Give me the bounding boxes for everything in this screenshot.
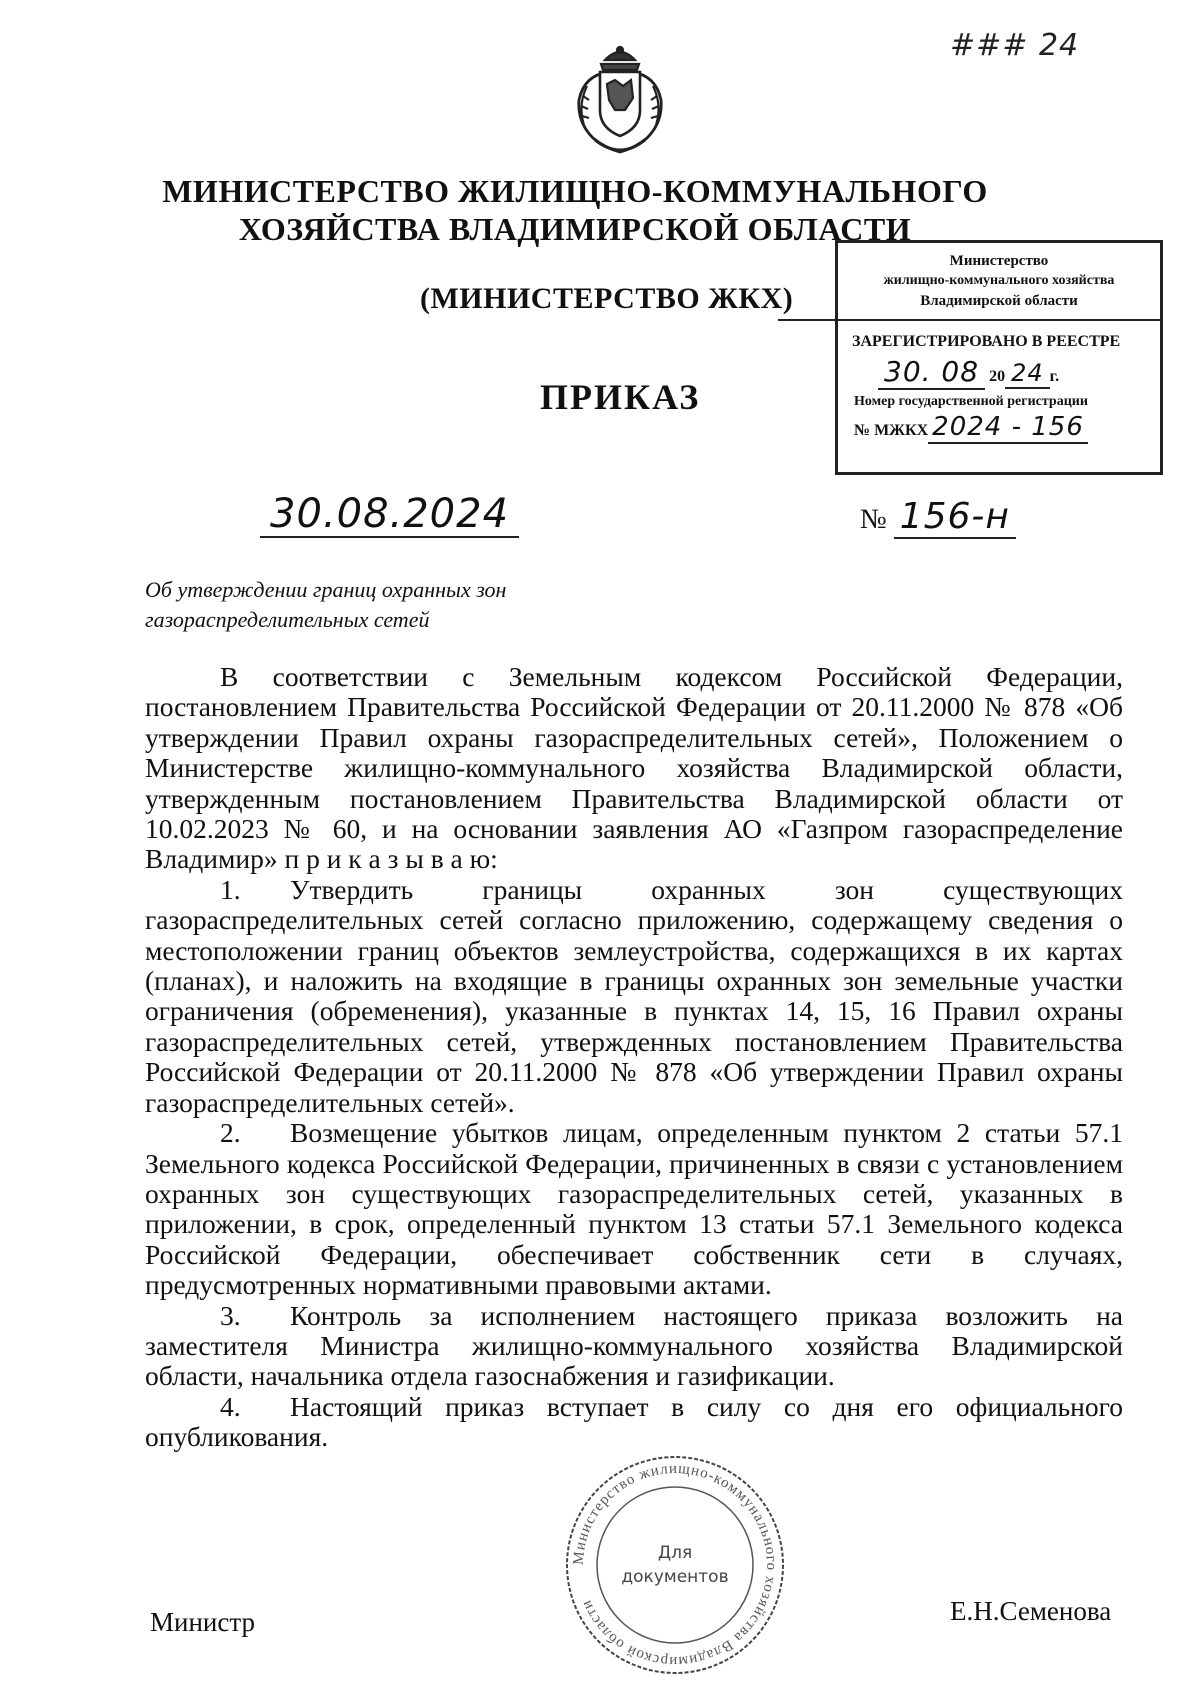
order-item-2-text: Возмещение убытков лицам, определенным пунктом 2 статьи 57.1 Земельного кодекса Российской Федерации, причиненных в связи с установлением охранных зон существующих газораспределительных сетей, указанных в приложении, в срок, определенный пунктом 13 статьи 57.1 Земельного кодекса Российской Федерации, обеспечивает собственник сети в случаях, предусмотренных нормативными правовыми актами. [145, 1117, 1123, 1301]
ministry-title-line2: ХОЗЯЙСТВА ВЛАДИМИРСКОЙ ОБЛАСТИ [238, 211, 912, 247]
order-item-4-text: Настоящий приказ вступает в силу со дня его официального опубликования. [145, 1390, 1123, 1453]
registration-number-prefix: № МЖКХ [854, 422, 929, 439]
ministry-title-line1: МИНИСТЕРСТВО ЖИЛИЩНО-КОММУНАЛЬНОГО [162, 173, 988, 209]
round-seal-ring-text: Министерство жилищно-коммунального хозяйства Владимирской области [570, 1460, 780, 1670]
order-subject-line2: газораспределительных сетей [145, 607, 430, 632]
order-item-4 [145, 1392, 1123, 1453]
registration-stamp-org [838, 243, 1160, 319]
round-seal-center-line1: Для [657, 1543, 693, 1563]
document-type-title: ПРИКАЗ [540, 377, 701, 417]
reg-org-line3: Владимирской области [920, 293, 1078, 309]
signatory-name: Е.Н.Семенова [950, 1596, 1112, 1626]
order-item-2 [145, 1118, 1123, 1300]
round-seal-stamp [560, 1450, 790, 1680]
ministry-short-name: (МИНИСТЕРСТВО ЖКХ) [420, 282, 794, 315]
order-item-3-text: Контроль за исполнением настоящего приказа возложить на заместителя Министра жилищно-коммунального хозяйства Владимирской области, начальника отдела газоснабжения и газификации. [145, 1299, 1123, 1392]
order-item-1 [145, 875, 1123, 1118]
registration-year-handwritten: 24 [1005, 359, 1050, 389]
order-date-handwritten: 30.08.2024 [260, 492, 519, 538]
registration-status: ЗАРЕГИСТРИРОВАНО В РЕЕСТРЕ [852, 333, 1121, 350]
registration-number-label: Номер государственной регистрации [854, 394, 1088, 409]
order-subject [145, 575, 506, 635]
order-number-prefix: № [860, 504, 887, 535]
order-item-3 [145, 1301, 1123, 1392]
reg-org-line2: жилищно-коммунального хозяйства [883, 273, 1115, 288]
round-seal-center-line2: документов [621, 1567, 729, 1587]
order-number-handwritten: 156-н [894, 496, 1016, 539]
order-item-1-text: Утвердить границы охранных зон существующих газораспределительных сетей согласно приложению, содержащему сведения о местоположении границ объектов землеустройства, содержащихся в их картах (планах), и наложить на входящие в границы охранных зон земельные участки ограничения (обременения), указанные в пунктах 14, 15, 16 Правил охраны газораспределительных сетей, утвержденных постановлением Правительства Российской Федерации от 20.11.2000 № 878 «Об утверждении Правил охраны газораспределительных сетей». [145, 873, 1123, 1118]
signatory-title: Министр [150, 1607, 255, 1637]
reg-org-line1: Министерство [949, 253, 1049, 269]
order-number [860, 496, 1016, 537]
order-body [145, 662, 1123, 1453]
coat-of-arms-icon [565, 40, 675, 162]
registration-number-handwritten: 2024 - 156 [928, 412, 1088, 444]
svg-text:Министерство жилищно-коммуналь [571, 1461, 779, 1669]
order-item-3-number: 3. [220, 1299, 241, 1331]
order-subject-line1: Об утверждении границ охранных зон [145, 577, 507, 602]
order-item-2-number: 2. [220, 1117, 241, 1149]
registration-year-suffix: г. [1049, 368, 1060, 385]
handwritten-corner-mark: ### 24 [950, 28, 1080, 63]
order-item-1-number: 1. [220, 873, 241, 905]
registration-date-row [838, 351, 1160, 388]
registration-year-prefix: 20 [989, 368, 1006, 385]
order-item-4-number: 4. [220, 1390, 241, 1422]
registration-date-handwritten: 30. 08 [878, 355, 985, 390]
registration-stamp [835, 240, 1163, 475]
registration-number-row [838, 410, 1160, 442]
ministry-title [150, 172, 1000, 248]
order-preamble: В соответствии с Земельным кодексом Российской Федерации, постановлением Правительства Российской Федерации от 20.11.2000 № 878 «Об утверждении Правил охраны газораспределительных сетей», Положением о Министерстве жилищно-коммунального хозяйства Владимирской области, утвержденным постановлением Правительства Владимирской области от 10.02.2023 № 60, и на основании заявления АО «Газпром газораспределение Владимир» п р и к а з ы в а ю: [145, 661, 1123, 875]
